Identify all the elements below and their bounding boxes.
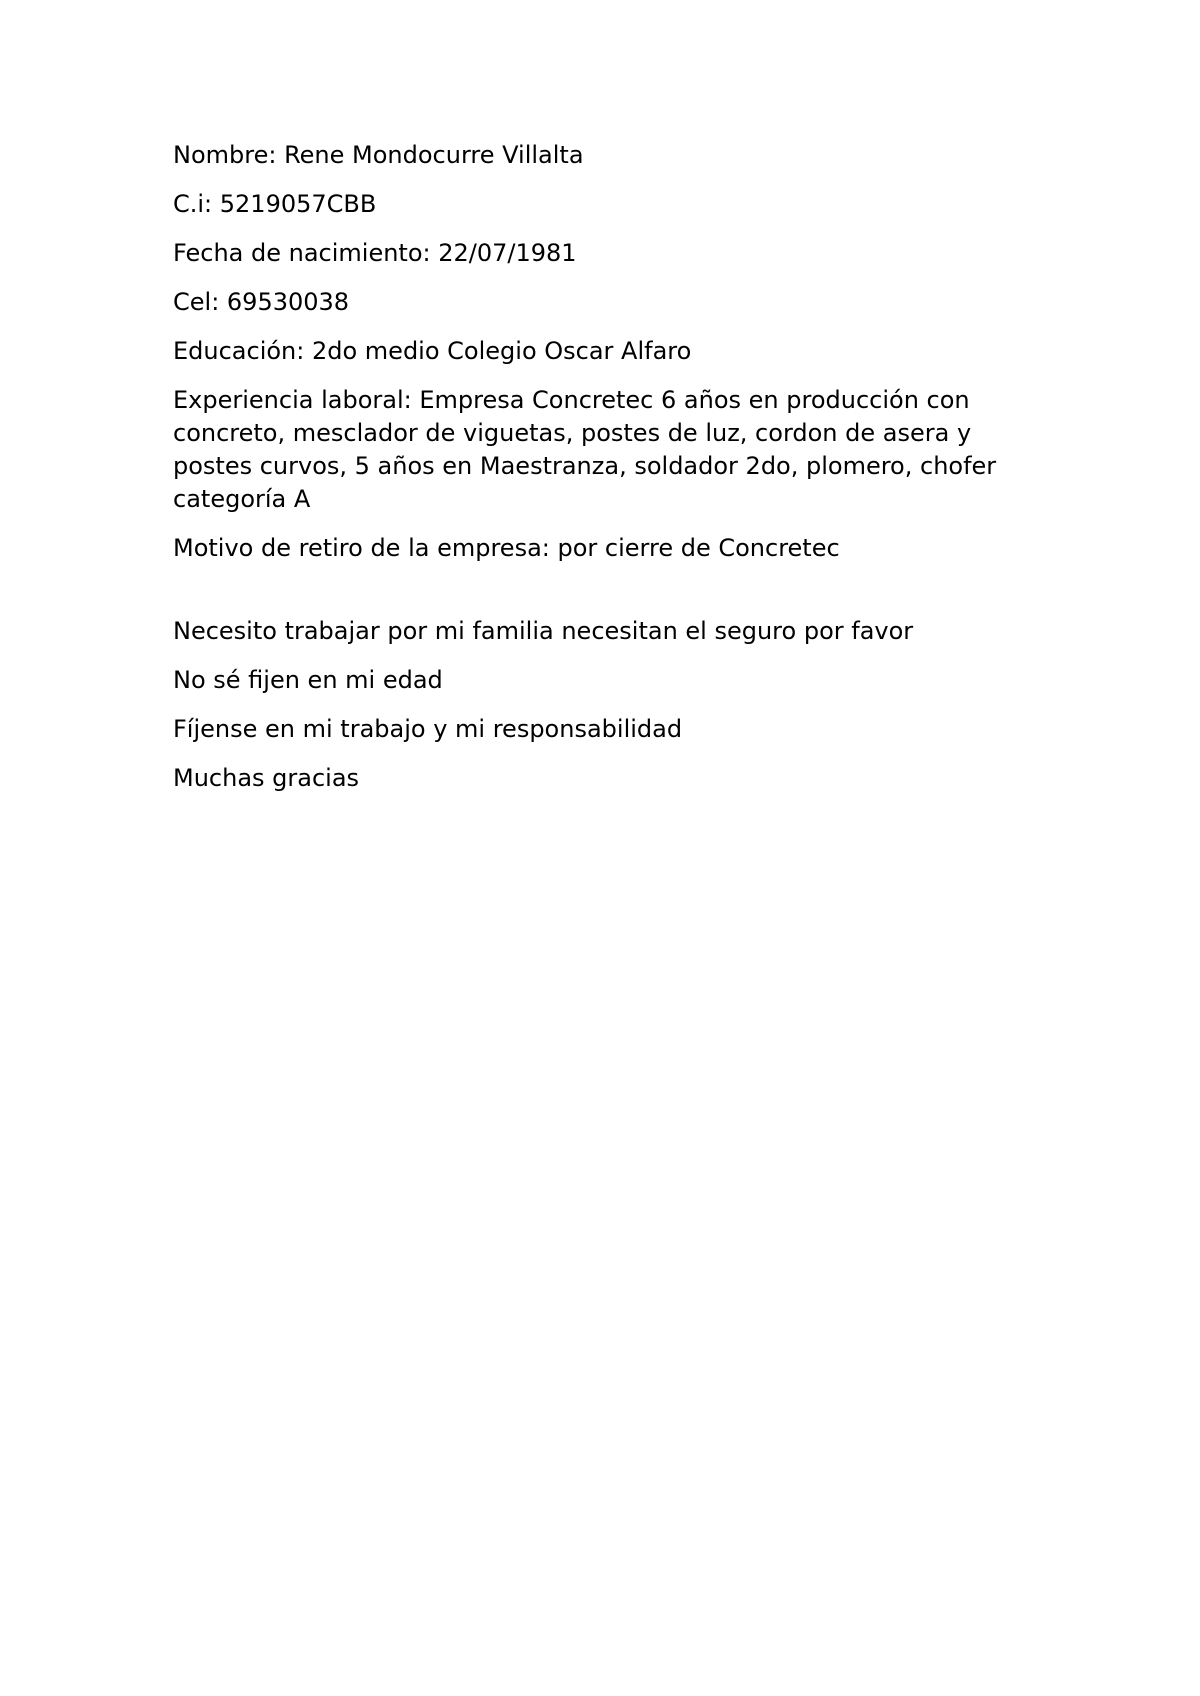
message-line-1: Necesito trabajar por mi familia necesitan el seguro por favor xyxy=(173,617,914,645)
experiencia-paragraph: Experiencia laboral: Empresa Concretec 6 años en producción con concreto, mesclador de viguetas, postes de luz, cordon de asera y postes curvos, 5 años en Maestranza, soldador 2do, plomero, chofer categoría A xyxy=(173,386,997,513)
educacion-line: Educación: 2do medio Colegio Oscar Alfaro xyxy=(173,337,692,365)
message-line-4: Muchas gracias xyxy=(173,764,360,792)
motivo-retiro-line: Motivo de retiro de la empresa: por cierre de Concretec xyxy=(173,534,840,562)
nombre-line: Nombre: Rene Mondocurre Villalta xyxy=(173,141,584,169)
cel-line: Cel: 69530038 xyxy=(173,288,350,316)
document-body xyxy=(173,139,1033,811)
ci-line: C.i: 5219057CBB xyxy=(173,190,377,218)
fecha-nacimiento-line: Fecha de nacimiento: 22/07/1981 xyxy=(173,239,577,267)
message-line-3: Fíjense en mi trabajo y mi responsabilidad xyxy=(173,715,683,743)
message-line-2: No sé fijen en mi edad xyxy=(173,666,443,694)
